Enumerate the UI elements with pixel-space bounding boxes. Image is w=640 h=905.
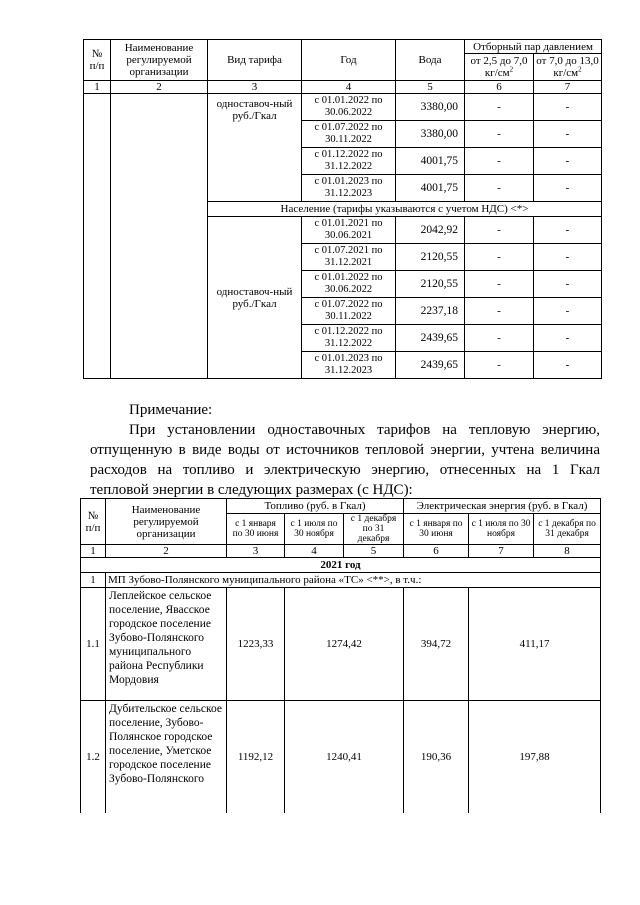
steam-value: - bbox=[465, 352, 534, 379]
col-number: 1 bbox=[84, 81, 111, 94]
col-number: 4 bbox=[302, 81, 396, 94]
steam-value: - bbox=[465, 298, 534, 325]
steam-value: - bbox=[465, 217, 534, 244]
note-title: Примечание: bbox=[129, 402, 213, 418]
period-cell: с 01.01.2022 по 30.06.2022 bbox=[302, 271, 396, 298]
col-number: 6 bbox=[404, 545, 469, 558]
water-value: 2439,65 bbox=[396, 352, 465, 379]
water-value: 3380,00 bbox=[396, 121, 465, 148]
steam-value: - bbox=[465, 121, 534, 148]
year-row: 2021 год bbox=[81, 558, 601, 573]
row-num: 1.2 bbox=[81, 701, 106, 813]
row-num: 1 bbox=[81, 573, 106, 588]
power-value: 394,72 bbox=[404, 588, 469, 701]
steam-value: - bbox=[465, 148, 534, 175]
steam-value: - bbox=[465, 94, 534, 121]
steam-value: - bbox=[534, 271, 602, 298]
header-tariff-type: Вид тарифа bbox=[208, 40, 302, 81]
col-number: 5 bbox=[344, 545, 404, 558]
header-num: № п/п bbox=[81, 499, 106, 545]
period-cell: с 01.01.2022 по 30.06.2022 bbox=[302, 94, 396, 121]
header-org: Наименование регулируемой организации bbox=[111, 40, 208, 81]
header-water: Вода bbox=[396, 40, 465, 81]
fuel-value: 1240,41 bbox=[285, 701, 404, 813]
note-body: При установлении одноставочных тарифов на тепловую энергию, отпущенную в виде воды от источников тепловой энергии, учтена величина расходов на топливо и электрическую энергию, отнесенных на 1 Гкал тепловой энергии в следующих размерах (с НДС): bbox=[90, 422, 600, 498]
period-cell: с 01.07.2022 по 30.11.2022 bbox=[302, 121, 396, 148]
header-year: Год bbox=[302, 40, 396, 81]
col-number: 7 bbox=[469, 545, 534, 558]
steam-value: - bbox=[534, 352, 602, 379]
steam-value: - bbox=[465, 271, 534, 298]
steam-value: - bbox=[534, 121, 602, 148]
header-org: Наименование регулируемой организации bbox=[106, 499, 227, 545]
num-cell bbox=[84, 94, 111, 379]
water-value: 2439,65 bbox=[396, 325, 465, 352]
water-value: 2120,55 bbox=[396, 244, 465, 271]
water-value: 2120,55 bbox=[396, 271, 465, 298]
tariff-type-label: одноставоч-ный руб./Гкал bbox=[208, 217, 302, 379]
org-name: Леплейское сельское поселение, Явасское городское поселение Зубово-Полянского муниципального района Республики Мордовия bbox=[106, 588, 227, 701]
row-num: 1.1 bbox=[81, 588, 106, 701]
col-number: 1 bbox=[81, 545, 106, 558]
header-steam-1: от 2,5 до 7,0 $кг/см^2$ bbox=[465, 54, 534, 81]
water-value: 3380,00 bbox=[396, 94, 465, 121]
fuel-value: 1192,12 bbox=[227, 701, 285, 813]
period-cell: с 01.12.2022 по 31.12.2022 bbox=[302, 148, 396, 175]
fuel-value: 1223,33 bbox=[227, 588, 285, 701]
tariff-table bbox=[83, 39, 602, 379]
period-cell: с 01.01.2023 по 31.12.2023 bbox=[302, 175, 396, 202]
header-period: с 1 декабря по 31 декабря bbox=[344, 514, 404, 545]
steam-value: - bbox=[465, 325, 534, 352]
header-fuel: Топливо (руб. в Гкал) bbox=[227, 499, 404, 514]
steam-value: - bbox=[534, 148, 602, 175]
col-number: 7 bbox=[534, 81, 602, 94]
steam-value: - bbox=[534, 175, 602, 202]
steam-value: - bbox=[534, 94, 602, 121]
header-period: с 1 января по 30 июня bbox=[227, 514, 285, 545]
header-num: № п/п bbox=[84, 40, 111, 81]
header-power: Электрическая энергия (руб. в Гкал) bbox=[404, 499, 601, 514]
col-number: 2 bbox=[106, 545, 227, 558]
fuel-value: 1274,42 bbox=[285, 588, 404, 701]
period-cell: с 01.12.2022 по 31.12.2022 bbox=[302, 325, 396, 352]
header-period: с 1 января по 30 июня bbox=[404, 514, 469, 545]
water-value: 4001,75 bbox=[396, 148, 465, 175]
power-value: 190,36 bbox=[404, 701, 469, 813]
power-value: 197,88 bbox=[469, 701, 601, 813]
water-value: 2042,92 bbox=[396, 217, 465, 244]
org-group-label: МП Зубово-Полянского муниципального района «ТС» <**>, в т.ч.: bbox=[106, 573, 601, 588]
steam-value: - bbox=[465, 244, 534, 271]
population-row-label: Население (тарифы указываются с учетом НДС) <*> bbox=[208, 202, 602, 217]
tariff-type-label: одноставоч-ный руб./Гкал bbox=[208, 94, 302, 202]
col-number: 4 bbox=[285, 545, 344, 558]
steam-value: - bbox=[534, 244, 602, 271]
org-name: Дубительское сельское поселение, Зубово-Полянское городское поселение, Уметское городское поселение Зубово-Полянского bbox=[106, 701, 227, 813]
header-period: с 1 июля по 30 ноября bbox=[469, 514, 534, 545]
period-cell: с 01.01.2023 по 31.12.2023 bbox=[302, 352, 396, 379]
steam-value: - bbox=[534, 325, 602, 352]
col-number: 5 bbox=[396, 81, 465, 94]
steam-value: - bbox=[534, 217, 602, 244]
steam-value: - bbox=[465, 175, 534, 202]
period-cell: с 01.01.2021 по 30.06.2021 bbox=[302, 217, 396, 244]
header-period: с 1 июля по 30 ноября bbox=[285, 514, 344, 545]
water-value: 4001,75 bbox=[396, 175, 465, 202]
fuel-energy-table bbox=[80, 498, 601, 813]
steam-value: - bbox=[534, 298, 602, 325]
col-number: 2 bbox=[111, 81, 208, 94]
period-cell: с 01.07.2021 по 31.12.2021 bbox=[302, 244, 396, 271]
col-number: 8 bbox=[534, 545, 601, 558]
header-period: с 1 декабря по 31 декабря bbox=[534, 514, 601, 545]
power-value: 411,17 bbox=[469, 588, 601, 701]
water-value: 2237,18 bbox=[396, 298, 465, 325]
period-cell: с 01.07.2022 по 30.11.2022 bbox=[302, 298, 396, 325]
header-steam-2: от 7,0 до 13,0 $кг/см^2$ bbox=[534, 54, 602, 81]
col-number: 3 bbox=[227, 545, 285, 558]
org-cell bbox=[111, 94, 208, 379]
header-steam-group: Отборный пар давлением bbox=[465, 40, 602, 54]
col-number: 3 bbox=[208, 81, 302, 94]
col-number: 6 bbox=[465, 81, 534, 94]
